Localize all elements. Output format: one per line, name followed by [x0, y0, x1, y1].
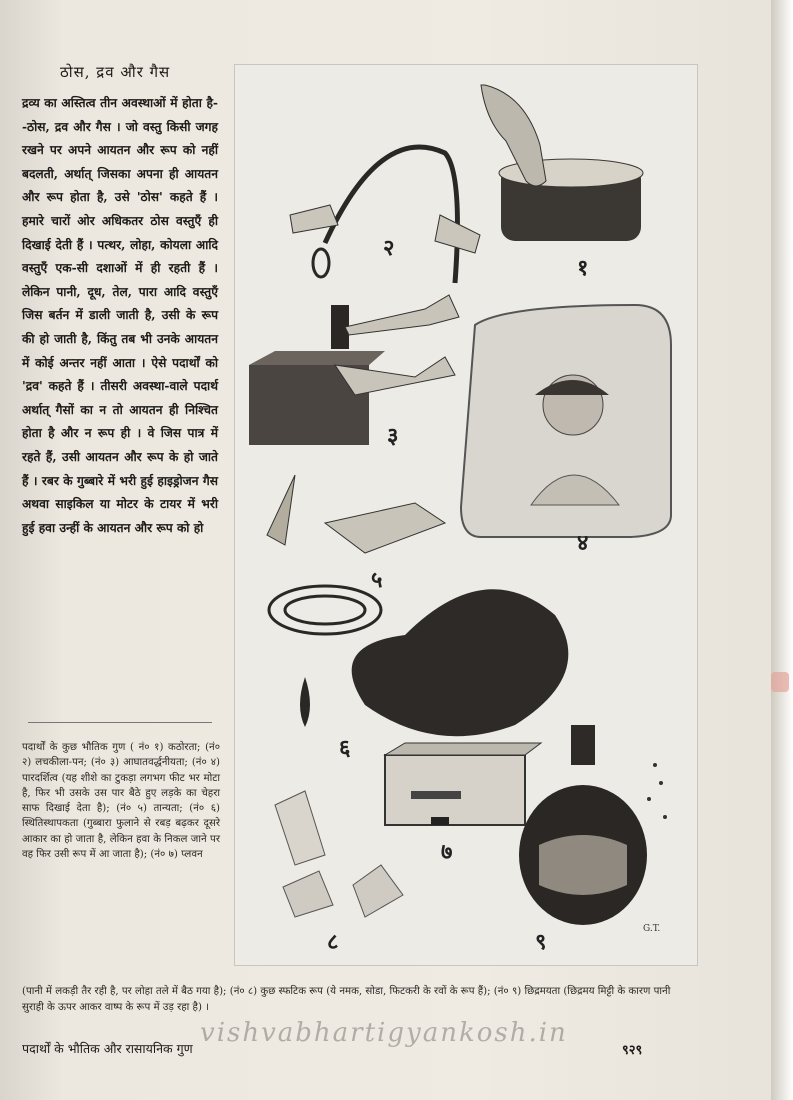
watermark: vishvabhartigyankosh.in: [200, 1018, 568, 1048]
label-6: ६: [339, 735, 351, 761]
caption-divider: [28, 722, 212, 723]
label-1: १: [577, 255, 589, 281]
figure-caption-continued: (पानी में लकड़ी तैर रही है, पर लोहा तले में बैठ गया है); (नं० ८) कुछ स्फटिक रूप (ये नमक, सोडा, फिटकरी के रवों के रूप हैं); (नं० ९) छिद्रमयता (छिद्रमय मिट्टी के कारण पानी सुराही के ऊपर आकर वाष्प के रूप में उड़ रहा है) ।: [22, 986, 671, 1013]
body-text: द्रव्य का अस्तित्व तीन अवस्थाओं में होता है--ठोस, द्रव और गैस । जो वस्तु किसी जगह रखने पर अपने आयतन और रूप को नहीं बदलती, अर्थात् जिसका अपना ही आयतन और रूप होता है, उसे 'ठोस' कहते हैं । हमारे चारों ओर अधिकतर ठोस वस्तुएँ ही दिखाई देती हैं । पत्थर, लोहा, कोयला आदि वस्तुएँ एक-सी दशाओं में ही रहती हैं । लेकिन पानी, दूध, तेल, पारा आदि वस्तुएँ जिस बर्तन में डाली जाती है, उसी के रूप की हो जाती है, किंतु तब भी उनके आयतन में कोई अन्तर नहीं आता । ऐसे पदार्थों को 'द्रव' कहते हैं । तीसरी अवस्था-वाले पदार्थ अर्थात् गैसों का न तो आयतन ही निश्चित होता है और न रूप ही । वे जिस पात्र में रहते हैं, उसी आयतन और रूप के हो जाते हैं । रबर के गुब्बारे में भरी हुई हाइड्रोजन गैस अथवा साइकिल या मोटर के टायर में भरी हुई हवा उन्हीं के आयतन और रूप को हो: [22, 96, 218, 535]
illustration-svg: [235, 65, 697, 965]
fig-transparency: [461, 305, 671, 537]
label-7: ७: [441, 839, 453, 865]
fig-hardness: [481, 85, 643, 241]
page-edge: [771, 0, 793, 1100]
fig-ductility: [267, 475, 445, 634]
page-mark: [771, 672, 789, 692]
label-8: ८: [327, 929, 339, 955]
label-4: ४: [577, 530, 589, 556]
fig-elastic-balloon: [300, 589, 568, 736]
figure-caption: पदार्थों के कुछ भौतिक गुण ( नं० १) कठोरता; (नं० २) लचकीला-पन; (नं० ३) आघातवर्द्धनीयता; (नं० ४) पारदर्शित्व (यह शीशे का टुकड़ा लगभग फीट भर मोटा है, फिर भी उसके उस पार बैठे हुए लड़के का चेहरा साफ दिखाई देता है); (नं० ५) तान्यता; (नं० ६) स्थितिस्थापकता (गुब्बारा फुलाने से रबड़ बढ़कर दूसरे आकार का हो जाता है, लेकिन हवा के निकल जाने पर वह फिर उसी रूप में आ जाता है); (नं० ७) प्लवन: [22, 742, 220, 861]
footer-title: पदार्थों के भौतिक और रासायनिक गुण: [22, 1041, 193, 1056]
fig-flotation: [385, 743, 541, 825]
label-3: ३: [387, 423, 399, 449]
illustration-figure: [234, 64, 698, 966]
fig-crystals: [275, 791, 403, 917]
fig-porosity: [519, 725, 667, 925]
fig-malleability: [249, 295, 459, 445]
label-9: ९: [535, 929, 547, 955]
page-header: ठोस, द्रव और गैस: [60, 63, 171, 81]
page-number: ९२९: [622, 1043, 643, 1058]
label-2: २: [383, 235, 395, 261]
fig-elasticity: [290, 147, 480, 283]
artist-signature: G.T.: [643, 924, 661, 934]
label-5: ५: [371, 567, 383, 593]
